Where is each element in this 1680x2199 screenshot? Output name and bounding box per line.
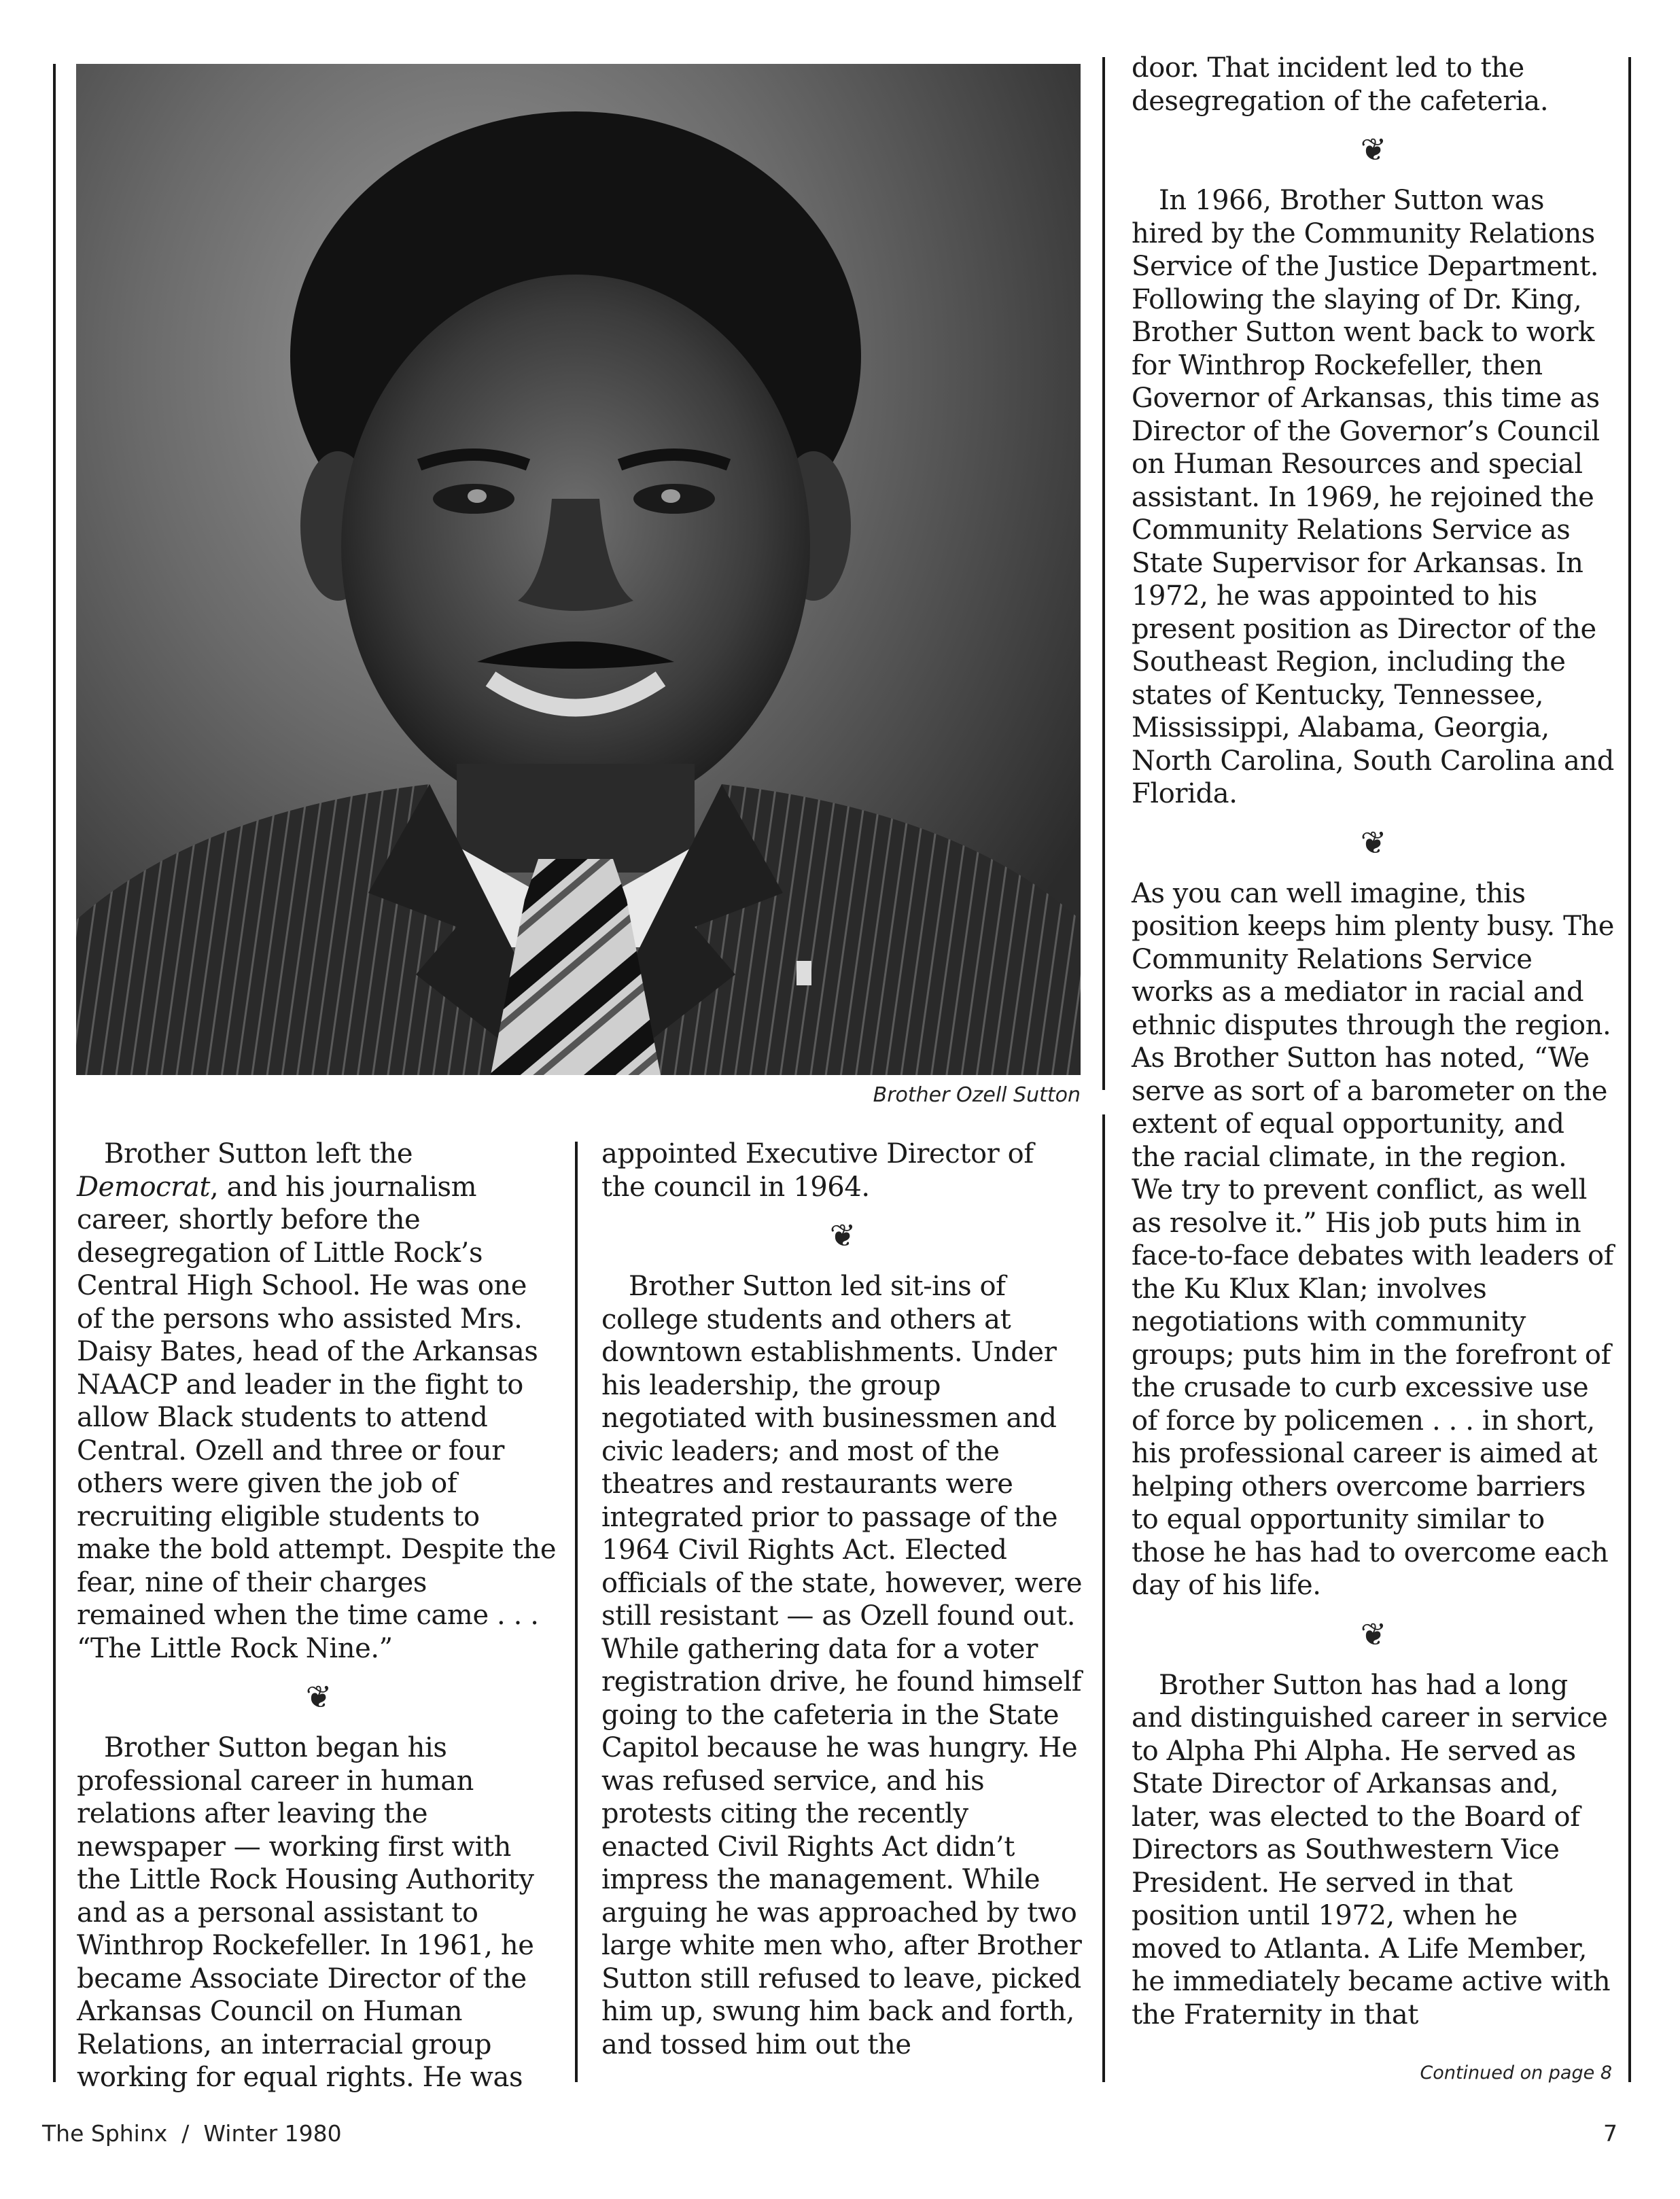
newspaper-name: Democrat [77, 1171, 210, 1203]
article-column-2 [601, 1138, 1084, 2061]
text-run: Brother Sutton left the [104, 1138, 413, 1169]
paragraph-community-relations: In 1966, Brother Sutton was hired by the Community Relations Service of the Justice Department. Following the slaying of Dr. King, Brother Sutton went back to work for Winthrop Rockefeller, then Governor of Arkansas, this time as Director of the Governor’s Council on Human Resources and special assistant. In 1969, he rejoined the Community Relations Service as State Supervisor for Arkansas. In 1972, he was appointed to his present position as Director of the Southeast Region, including the states of Kentucky, Tennessee, Mississippi, Alabama, Georgia, North Carolina, South Carolina and Florida. [1132, 185, 1615, 809]
fleuron-icon: ❦ [829, 1217, 856, 1254]
article-column-1 [77, 1138, 561, 2094]
publication-footer: The Sphinx / Winter 1980 [42, 2120, 342, 2147]
paragraph-busy-position: As you can well imagine, this position keeps him plenty busy. The Community Relations Service works as a mediator in racial and ethnic disputes through the region. As Brother Sutton has noted, “We serve as sort of a barometer on the extent of equal opportunity, and the racial climate, in the region. We try to prevent conflict, as well as resolve it.” His job puts him in face-to-face debates with leaders of the Ku Klux Klan; involves negotiations with community groups; puts him in the forefront of the crusade to curb excessive use of force by policemen . . . in short, his professional career is aimed at helping others overcome barriers to equal opportunity similar to those he has had to overcome each day of his life. [1132, 877, 1615, 1601]
fleuron-icon: ❦ [1360, 824, 1387, 861]
paragraph-cafeteria: door. That incident led to the desegregation of the cafeteria. [1132, 52, 1549, 117]
fleuron-icon: ❦ [1360, 1615, 1387, 1653]
paragraph-alpha-phi-alpha: Brother Sutton has had a long and distinguished career in service to Alpha Phi Alpha. He served as State Director of Arkansas and, later, was elected to the Board of Directors as Southwestern Vice President. He served in that position until 1972, when he moved to Atlanta. A Life Member, he immediately became active with the Fraternity in that [1132, 1669, 1611, 2030]
fleuron-icon: ❦ [1360, 131, 1387, 168]
column-rule-middle [575, 1142, 578, 2082]
page-number: 7 [1603, 2120, 1617, 2147]
photo-caption: Brother Ozell Sutton [873, 1083, 1081, 1107]
text-run: , and his journalism career, shortly before the desegregation of Little Rock’s Central High School. He was one of the persons who assisted Mrs. Daisy Bates, head of the Arkansas NAACP and leader in the fight to allow Black students to attend Central. Ozell and three or four others were given the job of recruiting eligible students to make the bold attempt. Despite the fear, nine of their charges remained when the time came . . . “The Little Rock Nine.” [77, 1171, 557, 1664]
continued-note: Continued on page 8 [1420, 2062, 1612, 2083]
portrait-photo [76, 64, 1081, 1075]
column-rule-right [1628, 57, 1631, 2082]
article-column-3 [1132, 52, 1615, 2031]
paragraph-left-office [77, 1138, 561, 1665]
column-rule-left [53, 64, 56, 2082]
paragraph-career-start: Brother Sutton began his professional career in human relations after leaving the newspaper — working first with the Little Rock Housing Authority and as a personal assistant to Winthrop Rockefeller. In 1961, he became Associate Director of the Arkansas Council on Human Relations, an interracial group working for equal rights. He was [77, 1732, 534, 2093]
paragraph-executive-director: appointed Executive Director of the council in 1964. [601, 1138, 1034, 1203]
column-rule-lower-right [1102, 1114, 1105, 2082]
column-rule-photo-right [1102, 57, 1105, 1090]
fleuron-icon: ❦ [305, 1678, 332, 1715]
paragraph-sit-ins: Brother Sutton led sit-ins of college students and others at downtown establishments. Under his leadership, the group negotiated with businessmen and civic leaders; and most of the theatres and restaurants were integrated prior to passage of the 1964 Civil Rights Act. Elected officials of the state, however, were still resistant — as Ozell found out. While gathering data for a voter registration drive, he found himself going to the cafeteria in the State Capitol because he was hungry. He was refused service, and his protests citing the recently enacted Civil Rights Act didn’t impress the management. While arguing he was approached by two large white men who, after Brother Sutton still refused to leave, picked him up, swung him back and forth, and tossed him out the [601, 1271, 1083, 2060]
